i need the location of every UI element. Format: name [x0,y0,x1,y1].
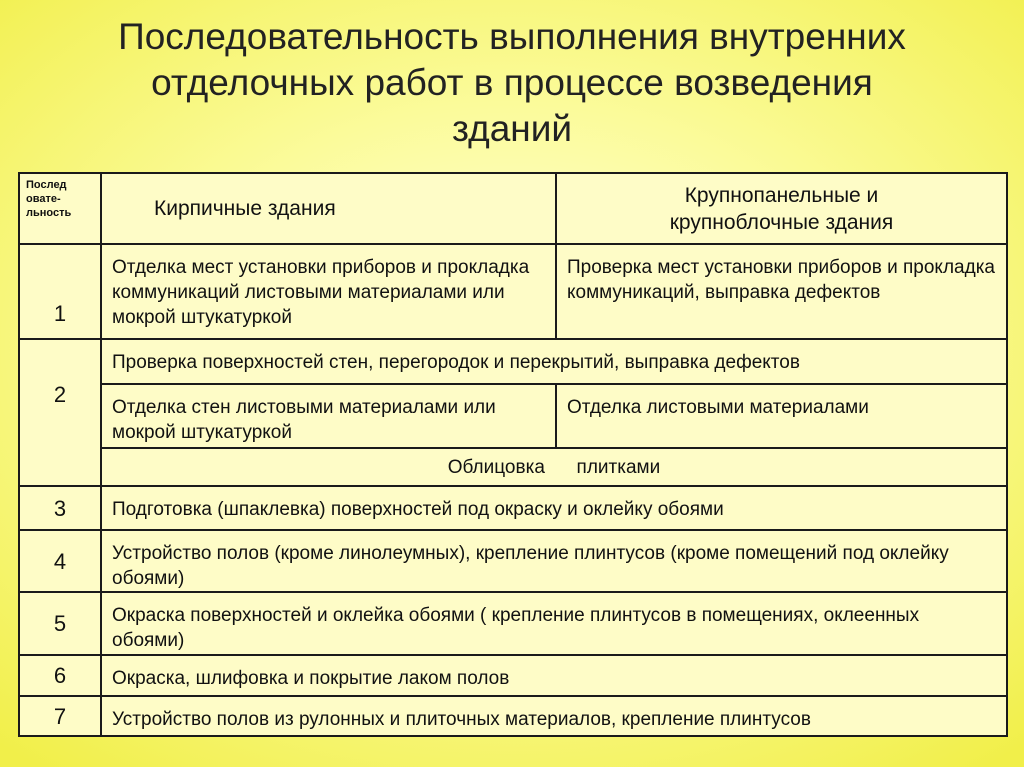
row-number: 1 [19,244,101,339]
works-sequence-table [18,172,1008,737]
row-3-text: Подготовка (шпаклевка) поверхностей под окраску и оклейку обоями [101,486,1007,530]
row-7-text: Устройство полов из рулонных и плиточных материалов, крепление плинтусов [101,696,1007,736]
title-line-3: зданий [451,108,573,149]
row-2-panel: Отделка листовыми материалами [556,384,1007,448]
row-number: 2 [19,339,101,486]
row-5-text: Окраска поверхностей и оклейка обоями ( крепление плинтусов в помещениях, оклеенных обоями) [101,592,1007,655]
title-line-1: Последовательность выполнения внутренних [118,16,906,57]
row-2-brick: Отделка стен листовыми материалами или мокрой штукатуркой [101,384,556,448]
row-number: 5 [19,592,101,655]
page-title [0,14,1024,152]
row-number: 3 [19,486,101,530]
row-number: 7 [19,696,101,736]
table-row [19,696,1007,736]
row-2-common: Проверка поверхностей стен, перегородок и перекрытий, выправка дефектов [101,339,1007,384]
row-number: 4 [19,530,101,592]
row-1-brick: Отделка мест установки приборов и прокладка коммуникаций листовыми материалами или мокрой штукатуркой [101,244,556,339]
table-row [19,339,1007,384]
table-row [19,486,1007,530]
row-6-text: Окраска, шлифовка и покрытие лаком полов [101,655,1007,696]
header-panel-buildings: Крупнопанельные и крупноблочные здания [556,173,1007,244]
title-line-2: отделочных работ в процессе возведения [151,62,873,103]
row-2-tiles: Облицовка плитками [101,448,1007,486]
table-row [19,448,1007,486]
header-brick-buildings: Кирпичные здания [101,173,556,244]
header-sequence: Послед овате- льность [19,173,101,244]
table-row [19,384,1007,448]
row-4-text: Устройство полов (кроме линолеумных), крепление плинтусов (кроме помещений под оклейку обоями) [101,530,1007,592]
table-row [19,592,1007,655]
row-number: 6 [19,655,101,696]
table-row [19,655,1007,696]
table-row [19,244,1007,339]
table-header-row [19,173,1007,244]
row-1-panel: Проверка мест установки приборов и прокладка коммуникаций, выправка дефектов [556,244,1007,339]
table-row [19,530,1007,592]
